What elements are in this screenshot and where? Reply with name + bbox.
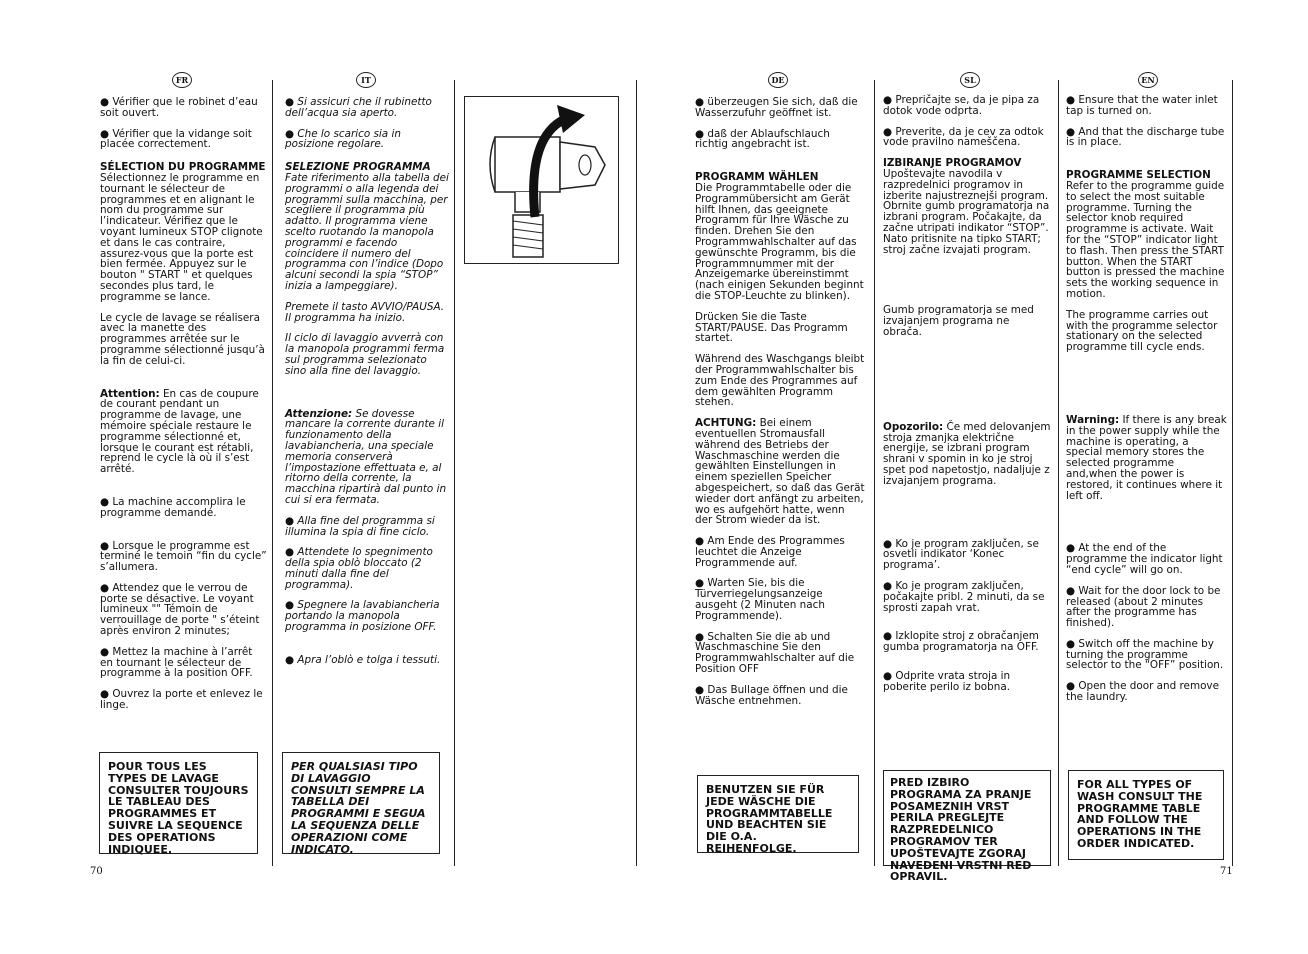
- section: [883, 158, 1051, 255]
- bullet: ● Spegnere la lavabiancheria portando la manopola programma in posizione OFF.: [285, 599, 440, 634]
- column-divider: [272, 80, 273, 866]
- warning-text: Se dovesse mancare la corrente durante il funzionamento della lavabiancheria, una speciale memoria conserverà l’impostazione effettuata e, al ritorno della corrente, la macchina ripartirà dal punto in cui si era fermata.: [285, 407, 447, 506]
- page-number-right: 71: [1220, 866, 1233, 877]
- bullet: ● überzeugen Sie sich, daß die Wasserzufuhr geöffnet ist.: [695, 96, 858, 119]
- language-badge-sl: SL: [960, 72, 980, 88]
- notice-box-en: FOR ALL TYPES OF WASH CONSULT THE PROGRAMME TABLE AND FOLLOW THE OPERATIONS IN THE ORDER INDICATED.: [1068, 770, 1224, 860]
- bullet: ● Open the door and remove the laundry.: [1066, 680, 1219, 704]
- warning: [285, 409, 450, 506]
- bullet: ● Odprite vrata stroja in poberite perilo iz bobna.: [883, 669, 1011, 693]
- water-tap-icon: [465, 97, 617, 262]
- section: [695, 172, 865, 302]
- paragraph: Drücken Sie die Taste START/PAUSE. Das Programm startet.: [695, 310, 848, 345]
- bullet: ● Wait for the door lock to be released (about 2 minutes after the programme has finished).: [1066, 584, 1221, 630]
- bullet: ● Mettez la machine à l’arrêt en tournant le sélecteur de programme à la position OFF.: [100, 645, 253, 680]
- paragraph: Premete il tasto AVVIO/PAUSA. Il programma ha inizio.: [285, 300, 445, 324]
- bullet: ● Ouvrez la porte et enlevez le linge.: [100, 688, 263, 712]
- paragraph: Während des Waschgangs bleibt der Programmwahlschalter bis zum Ende des Programmes auf dem gewählten Programm stehen.: [695, 353, 865, 409]
- warning-label: Attenzione:: [285, 407, 353, 420]
- section: [100, 162, 268, 302]
- paragraph: Gumb programatorja se med izvajanjem programa ne obrača.: [883, 304, 1034, 338]
- warning-text: If there is any break in the power supply while the machine is operating, a special memory stores the selected programme and,when the power is restored, it continues where it left off.: [1066, 413, 1227, 502]
- warning-label: Opozorilo:: [883, 420, 944, 433]
- warning-label: Warning:: [1066, 413, 1120, 426]
- bullet: ● Che lo scarico sia in posizione regolare.: [285, 127, 401, 151]
- bullet: ● La machine accomplira le programme demandé.: [100, 495, 246, 519]
- notice-box-fr: POUR TOUS LES TYPES DE LAVAGE CONSULTER TOUJOURS LE TABLEAU DES PROGRAMMES ET SUIVRE LA SEQUENCE DES OPERATIONS INDIQUEE.: [99, 752, 258, 854]
- column-fr: [100, 97, 268, 721]
- bullet: ● Ko je program zaključen, se osvetli indikator ‘Konec programa’.: [883, 537, 1039, 572]
- paragraph: Il ciclo di lavaggio avverrà con la manopola programmi ferma sul programma selezionato sino alla fine del lavaggio.: [285, 332, 445, 377]
- bullet: ● daß der Ablaufschlauch richtig angebracht ist.: [695, 127, 830, 151]
- section-text: Fate riferimento alla tabella dei programmi o alla legenda dei programmi sulla macchina, per scegliere il programma più adatto. Il programma viene scelto ruotando la manopola programmi e facendo coincidere il numero del programma con l’indice (Dopo alcuni secondi la spia “STOP” inizia a lampeggiare).: [285, 171, 449, 292]
- section-heading: PROGRAMM WÄHLEN: [695, 171, 819, 184]
- notice-box-it: PER QUALSIASI TIPO DI LAVAGGIO CONSULTI SEMPRE LA TABELLA DEI PROGRAMMI E SEGUA LA SEQUENZA DELLE OPERAZIONI COME INDICATO.: [282, 752, 440, 854]
- section-heading: SELEZIONE PROGRAMMA: [285, 161, 431, 174]
- water-tap-illustration: [464, 96, 619, 264]
- bullet: ● Si assicuri che il rubinetto dell’acqua sia aperto.: [285, 96, 432, 119]
- language-badge-fr: FR: [172, 72, 192, 88]
- column-divider: [1232, 80, 1233, 866]
- bullet: ● Lorsque le programme est terminé le temoin “fin du cycle” s’allumera.: [100, 539, 267, 574]
- bullet: ● Vérifier que la vidange soit placée correctement.: [100, 127, 252, 151]
- bullet: ● Attendez que le verrou de porte se désactive. Le voyant lumineux "" Témoin de verrouillage de porte " s’éteint après environ 2 minutes;: [100, 581, 260, 638]
- bullet: ● Preverite, da je cev za odtok vode pravilno nameščena.: [883, 125, 1044, 149]
- section-heading: SÉLECTION DU PROGRAMME: [100, 161, 266, 174]
- bullet: ● Das Bullage öffnen und die Wäsche entnehmen.: [695, 683, 848, 707]
- page-number-left: 70: [90, 866, 103, 877]
- bullet: ● Ensure that the water inlet tap is turned on.: [1066, 94, 1218, 117]
- bullet: ● Vérifier que le robinet d’eau soit ouvert.: [100, 96, 258, 119]
- warning-label: Attention:: [100, 387, 160, 400]
- warning-label: ACHTUNG:: [695, 417, 757, 430]
- column-sl: [883, 95, 1051, 703]
- bullet: ● At the end of the programme the indicator light “end cycle” will go on.: [1066, 542, 1223, 576]
- notice-box-de: BENUTZEN SIE FÜR JEDE WÄSCHE DIE PROGRAMMTABELLE UND BEACHTEN SIE DIE O.A. REIHENFOLGE.: [697, 775, 859, 853]
- language-badge-it: IT: [356, 72, 376, 88]
- bullet: ● Switch off the machine by turning the programme selector to the “OFF” position.: [1066, 637, 1224, 672]
- section-heading: PROGRAMME SELECTION: [1066, 169, 1211, 182]
- bullet: ● Prepričajte se, da je pipa za dotok vode odprta.: [883, 94, 1040, 117]
- warning-text: En cas de coupure de courant pendant un programme de lavage, une mémoire spéciale restaure le programme sélectionné et, lorsque le courant est rétabli, reprend le cycle là où il s’est arrêté.: [100, 387, 259, 476]
- column-it: [285, 97, 450, 676]
- warning-text: Če med delovanjem stroja zmanjka električne energije, se izbrani program shrani v spomin in ko je stroj spet pod napetostjo, nadaljuje z izvajanjem programa.: [883, 420, 1051, 487]
- column-divider: [874, 80, 875, 866]
- paragraph: Le cycle de lavage se réalisera avec la manette des programmes arrêtée sur le programme sélectionné jusqu’à la fin de celui-ci.: [100, 311, 265, 367]
- bullet: ● Am Ende des Programmes leuchtet die Anzeige Programmende auf.: [695, 535, 845, 569]
- section-text: Die Programmtabelle oder die Programmübersicht am Gerät hilft Ihnen, das geeignete Programm für Ihre Wäsche zu finden. Drehen Sie den Programmwahlschalter auf das gewünschte Programm, bis die Programmnummer mit der Anzeigemarke übereinstimmt (nach einigen Sekunden beginnt die STOP-Leuchte zu blinken).: [695, 181, 864, 302]
- section-text: Sélectionnez le programme en tournant le sélecteur de programmes et en alignant le nom du programme sur l’indicateur. Vérifiez que le voyant lumineux STOP clignote et dans le cas contraire, assurez-vous que la porte est bien fermée. Appuyez sur le bouton " START " et quelques secondes plus tard, le programme se lance.: [100, 171, 263, 303]
- bullet: ● Apra l’oblò e tolga i tessuti.: [285, 653, 441, 666]
- section-text: Refer to the programme guide to select the most suitable programme. Turning the selector knob required programme is activate. Wait for the “STOP” indicator light to flash. Then press the START button. When the START button is pressed the machine sets the working sequence in motion.: [1066, 179, 1225, 300]
- warning: [883, 422, 1051, 487]
- section-text: Upoštevajte navodila v razpredelnici programov in izberite najustreznejši program. Obrnite gumb programatorja na izbrani program. Počakajte, da začne utripati indikator “STOP”. Nato pritisnite na tipko START; stroj začne izvajati program.: [883, 167, 1050, 256]
- bullet: ● Warten Sie, bis die Türverriegelungsanzeige ausgeht (2 Minuten nach Programmende).: [695, 577, 825, 622]
- column-divider: [454, 80, 455, 866]
- column-divider: [1058, 80, 1059, 866]
- paragraph: The programme carries out with the programme selector stationary on the selected programme till cycle ends.: [1066, 308, 1218, 354]
- warning-text: Bei einem eventuellen Stromausfall während des Betriebs der Waschmaschine werden die gewählten Einstellungen in einem speziellen Speicher abgespeichert, so daß das Gerät wieder dort anfängt zu arbeiten, wo es aufgehört hatte, wenn der Strom wieder da ist.: [695, 417, 865, 527]
- bullet: ● And that the discharge tube is in place.: [1066, 125, 1225, 149]
- warning: [1066, 415, 1228, 501]
- language-badge-en: EN: [1138, 72, 1158, 88]
- warning: [100, 389, 268, 475]
- notice-box-sl: PRED IZBIRO PROGRAMA ZA PRANJE POSAMEZNIH VRST PERILA PREGLEJTE RAZPREDELNICO PROGRAMOV TER UPOŠTEVAJTE ZGORAJ NAVEDENI VRSTNI RED OPRAVIL.: [883, 770, 1051, 866]
- bullet: ● Alla fine del programma si illumina la spia di fine ciclo.: [285, 514, 435, 538]
- column-en: [1066, 95, 1228, 713]
- column-de: [695, 97, 865, 716]
- column-divider: [636, 80, 637, 866]
- section: [1066, 170, 1228, 300]
- warning: [695, 418, 865, 526]
- section-heading: IZBIRANJE PROGRAMOV: [883, 157, 1022, 170]
- bullet: ● Schalten Sie die ab und Waschmaschine Sie den Programmwahlschalter auf die Position OFF: [695, 630, 855, 676]
- bullet: ● Ko je program zaključen, počakajte pribl. 2 minuti, da se sprosti zapah vrat.: [883, 579, 1045, 614]
- section: [285, 162, 450, 292]
- language-badge-de: DE: [768, 72, 788, 88]
- bullet: ● Attendete lo spegnimento della spia oblò bloccato (2 minuti dalla fine del programma).: [285, 546, 433, 591]
- bullet: ● Izklopite stroj z obračanjem gumba programatorja na OFF.: [883, 630, 1039, 654]
